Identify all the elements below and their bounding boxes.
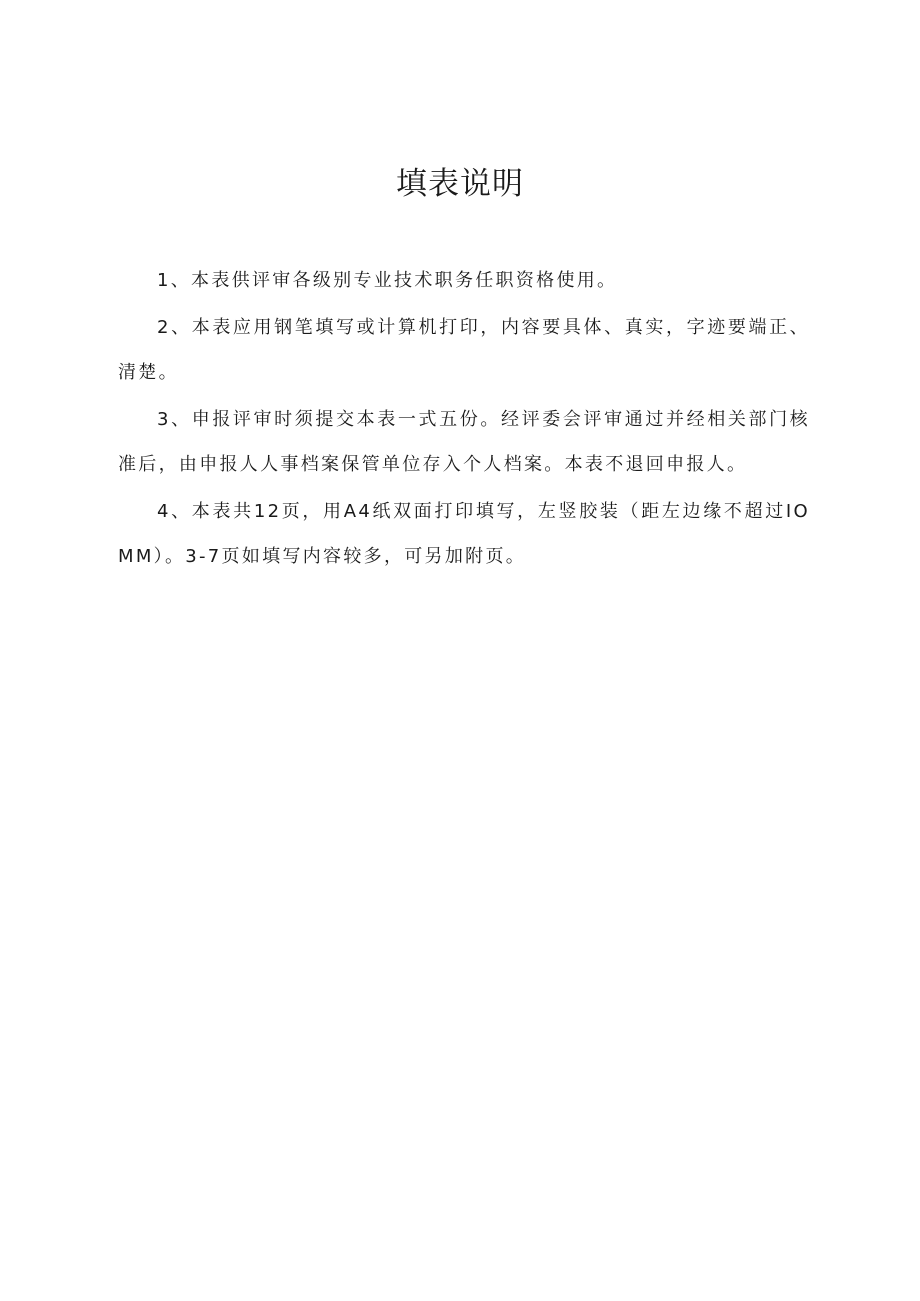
instruction-item-2: 2、本表应用钢笔填写或计算机打印，内容要具体、真实，字迹要端正、清楚。: [118, 317, 810, 383]
instruction-item-1: 1、本表供评审各级别专业技术职务任职资格使用。: [157, 270, 618, 291]
instructions-body: [118, 258, 810, 581]
page-title: 填表说明: [396, 166, 524, 202]
instruction-item-4: 4、本表共12页，用A4纸双面打印填写，左竖胶装（距左边缘不超过IOMM）。3-7页如填写内容较多，可另加附页。: [118, 501, 810, 567]
instruction-item-3: 3、申报评审时须提交本表一式五份。经评委会评审通过并经相关部门核准后，由申报人人事档案保管单位存入个人档案。本表不退回申报人。: [118, 409, 810, 475]
